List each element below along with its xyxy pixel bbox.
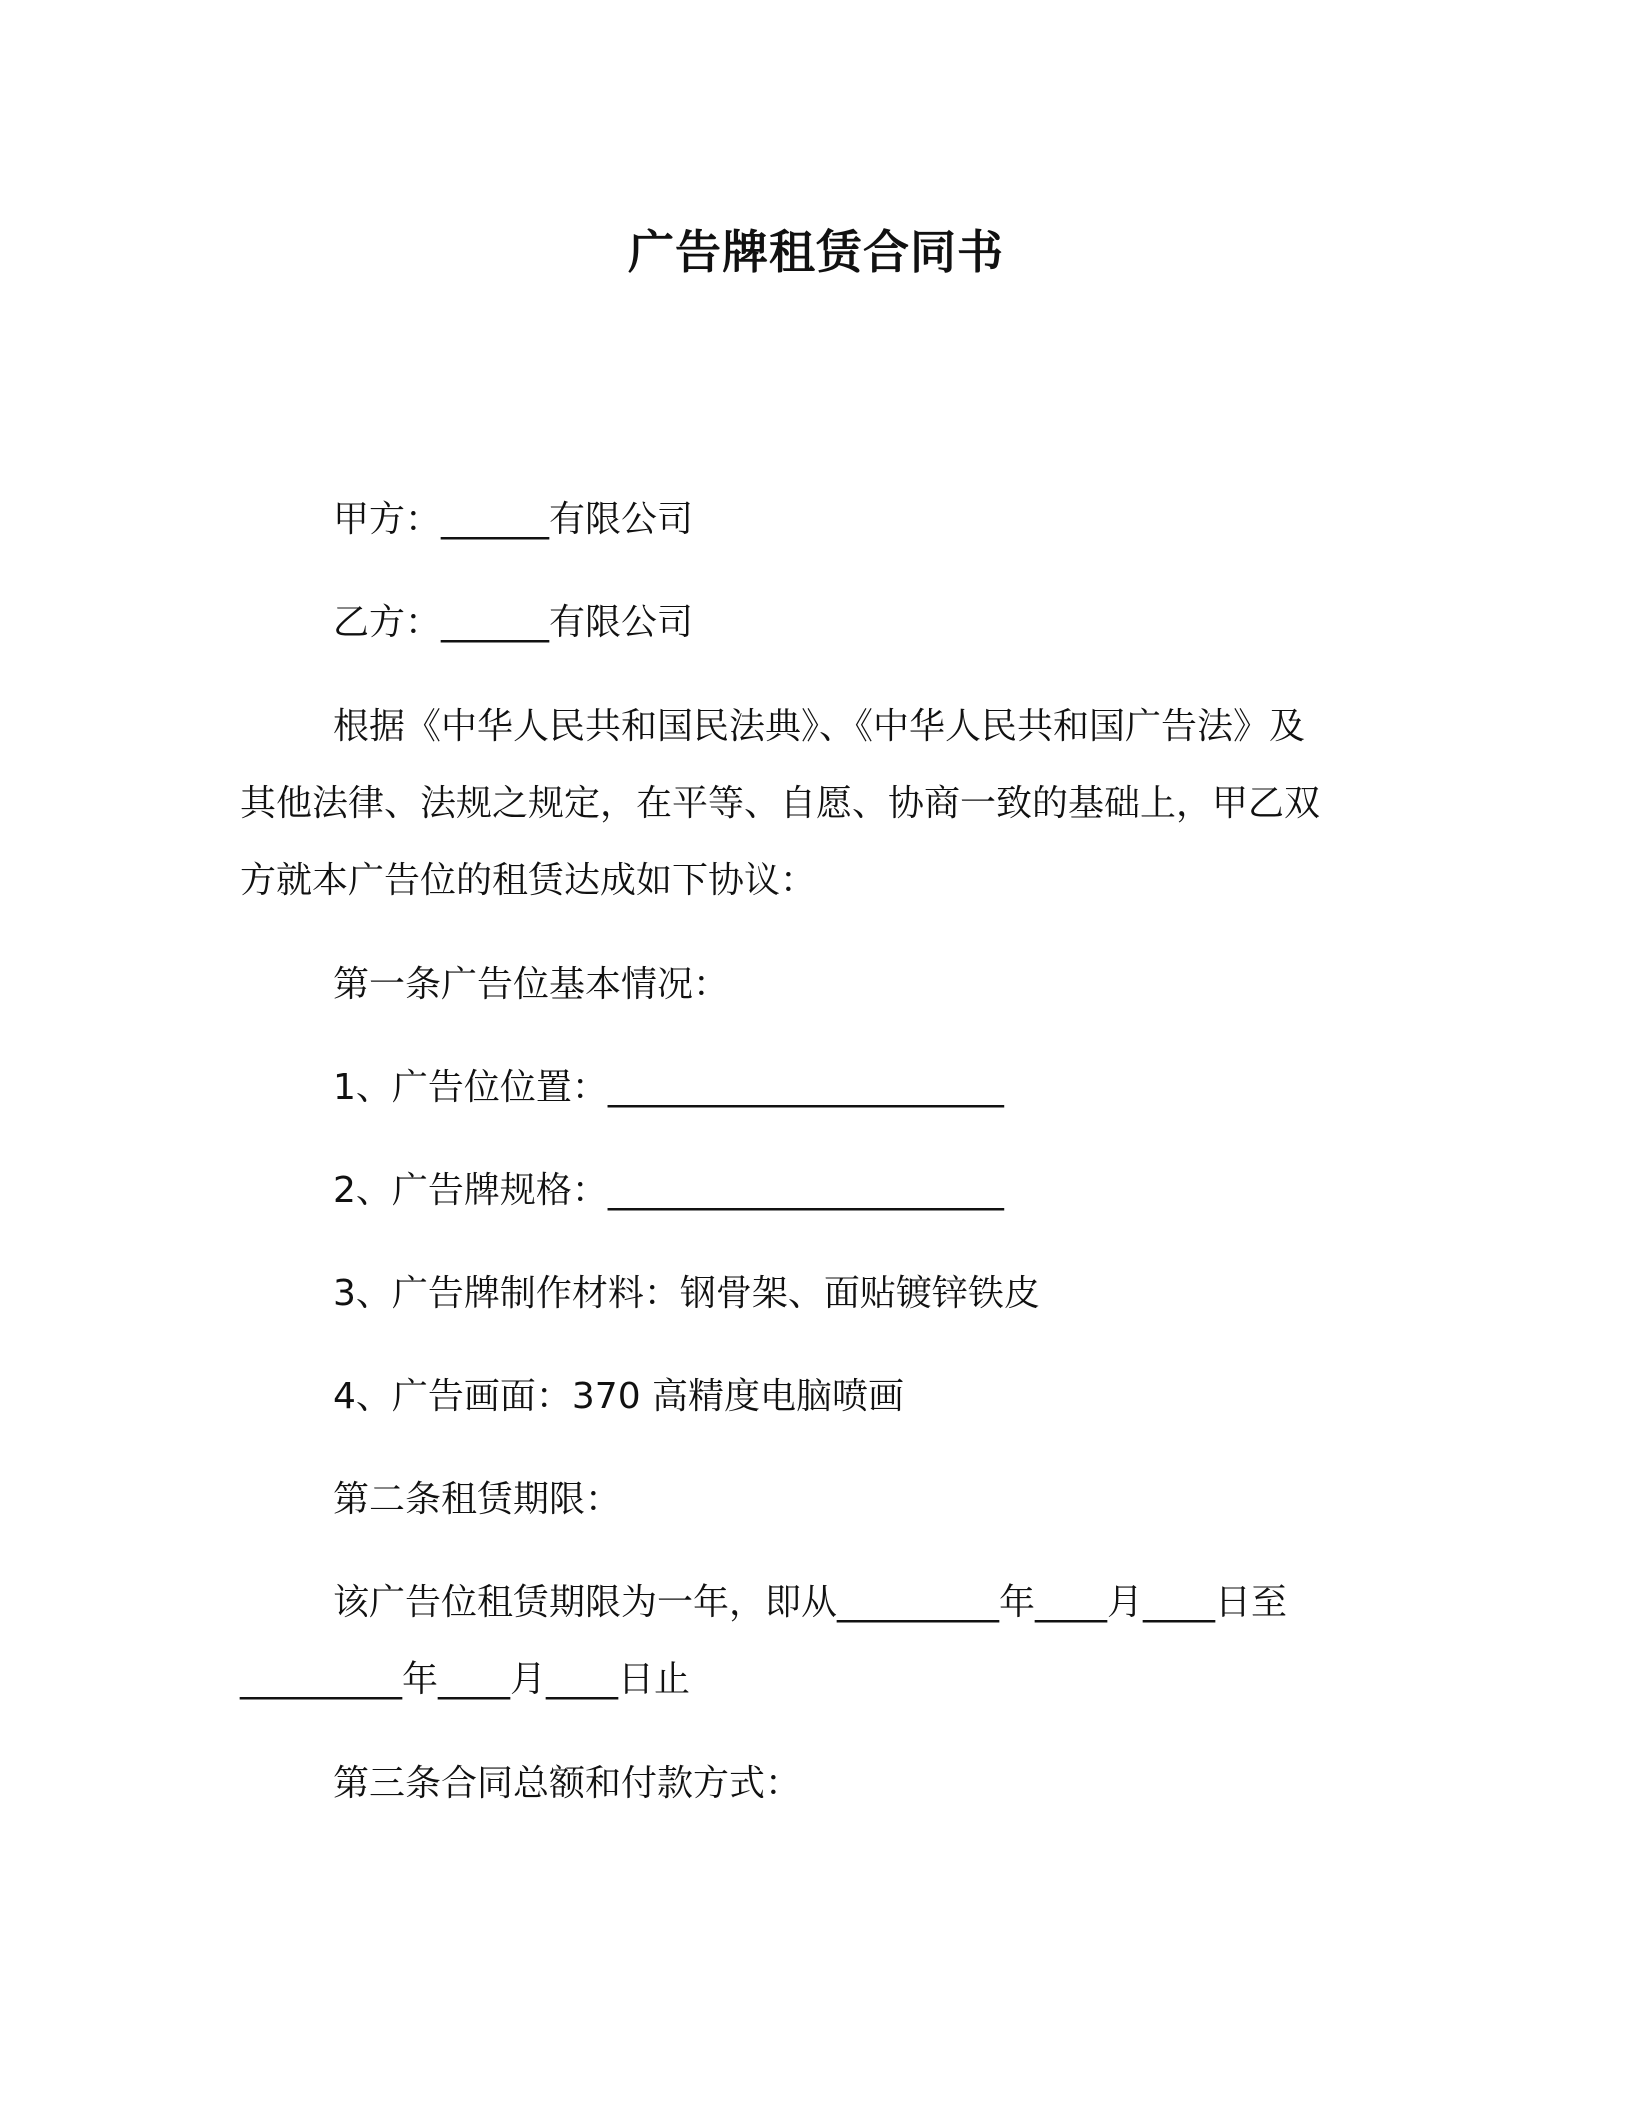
- article-1-item-2: 2、广告牌规格：______________________: [333, 1170, 1004, 1211]
- preamble-line-3: 方就本广告位的租赁达成如下协议：: [240, 860, 817, 901]
- article-2-text-line-2: _________年____月____日止: [240, 1659, 691, 1700]
- preamble-line-1: 根据《中华人民共和国民法典》、《中华人民共和国广告法》及: [333, 706, 1306, 747]
- article-2-text-line-1: 该广告位租赁期限为一年，即从_________年____月____日至: [333, 1582, 1288, 1623]
- article-3-heading: 第三条合同总额和付款方式：: [333, 1763, 802, 1804]
- article-1-item-4: 4、广告画面：370 高精度电脑喷画: [333, 1376, 905, 1417]
- party-a-line: 甲方：______有限公司: [333, 499, 694, 540]
- article-2-heading: 第二条租赁期限：: [333, 1479, 622, 1520]
- document-title: 广告牌租赁合同书: [628, 225, 1004, 279]
- article-1-item-1: 1、广告位位置：______________________: [333, 1067, 1004, 1108]
- article-1-item-3: 3、广告牌制作材料：钢骨架、面贴镀锌铁皮: [333, 1273, 1040, 1314]
- preamble-line-2: 其他法律、法规之规定，在平等、自愿、协商一致的基础上，甲乙双: [240, 783, 1321, 824]
- party-b-line: 乙方：______有限公司: [333, 602, 694, 643]
- article-1-heading: 第一条广告位基本情况：: [333, 964, 730, 1005]
